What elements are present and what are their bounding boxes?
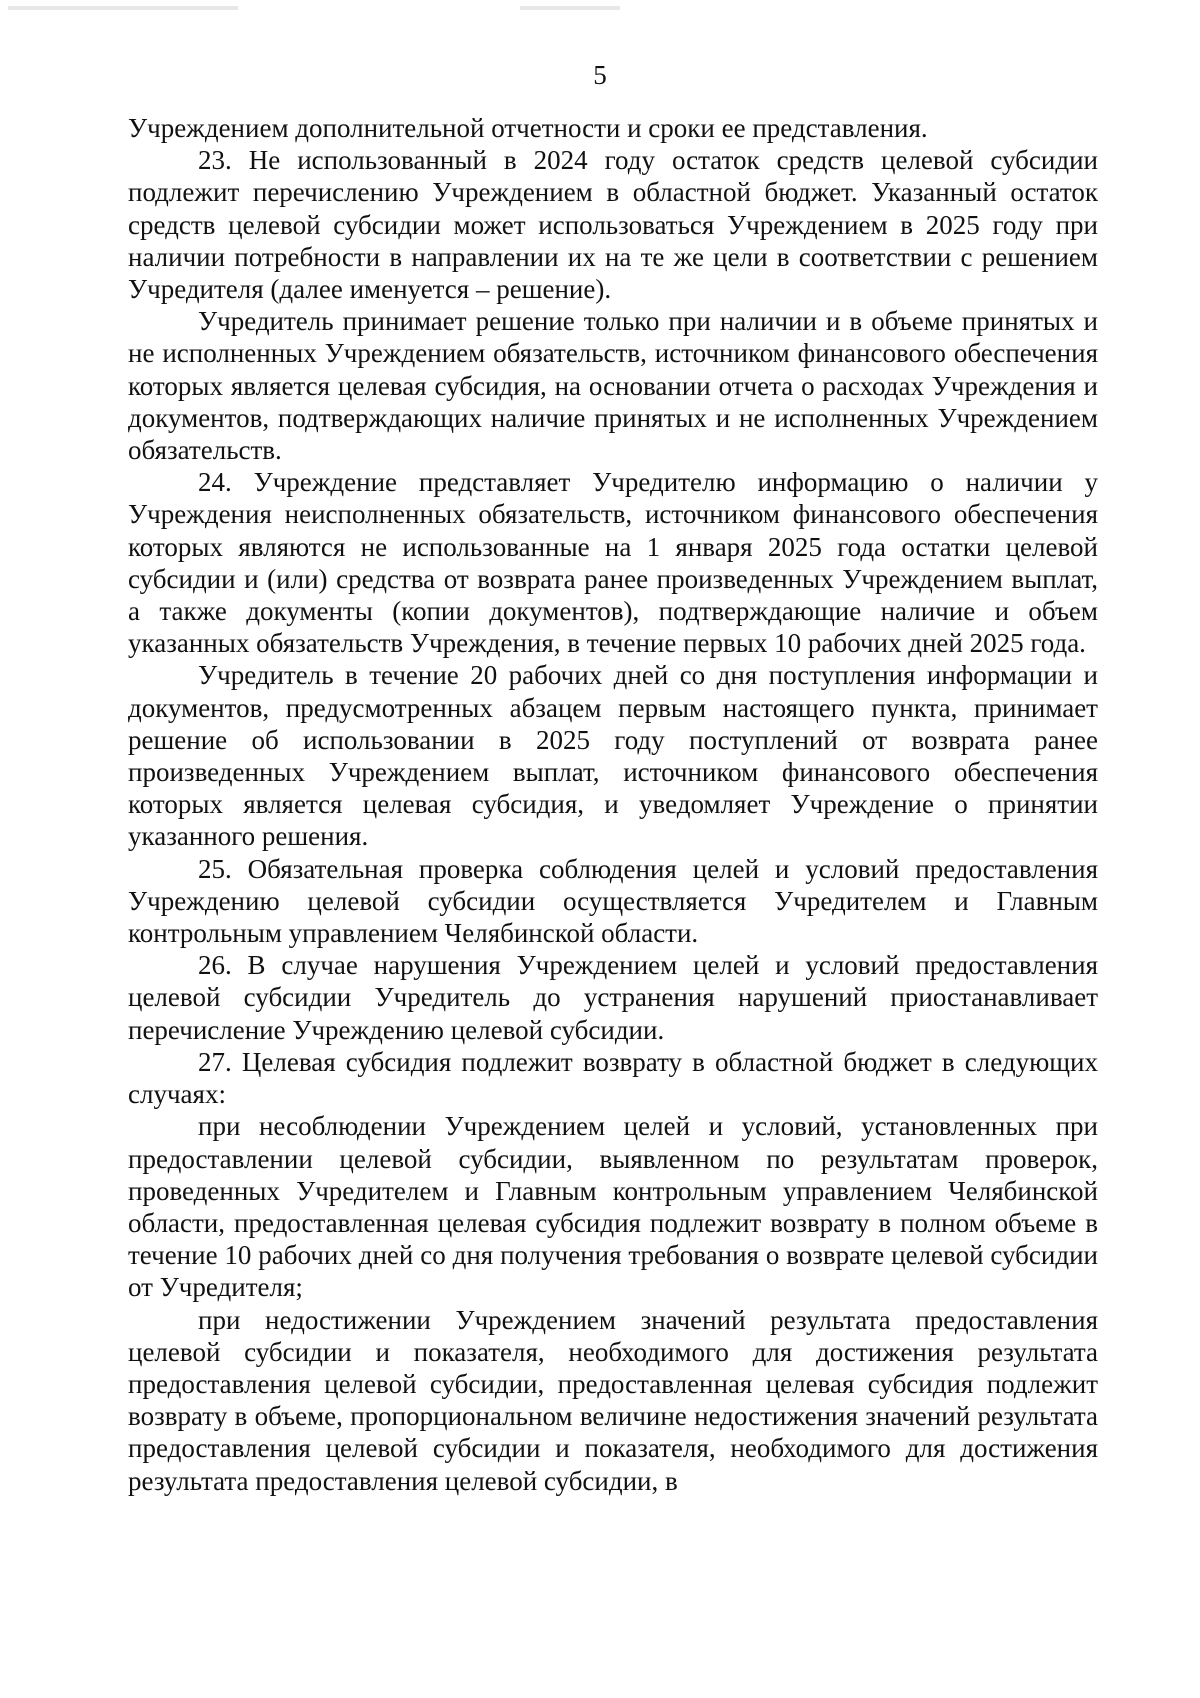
page-number: 5 (593, 60, 607, 90)
paragraph: 27. Целевая субсидия подлежит возврату в областной бюджет в следующих случаях: (128, 1046, 1098, 1110)
scan-artifact (520, 6, 620, 10)
paragraph: Учредитель принимает решение только при наличии и в объеме принятых и не исполненных Учреждением обязательств, источником финансового обеспечения которых является целевая субсидия, на основании отчета о расходах Учреждения и документов, подтверждающих наличие принятых и не исполненных Учреждением обязательств. (128, 306, 1098, 466)
paragraph: Учредитель в течение 20 рабочих дней со дня поступления информации и документов, предусмотренных абзацем первым настоящего пункта, принимает решение об использовании в 2025 году поступлений от возврата ранее произведенных Учреждением выплат, источником финансового обеспечения которых является целевая субсидия, и уведомляет Учреждение о принятии указанного решения. (128, 660, 1098, 852)
paragraph: при недостижении Учреждением значений результата предоставления целевой субсидии и показателя, необходимого для достижения результата предоставления целевой субсидии, предоставленная целевая субсидия подлежит возврату в объеме, пропорциональном величине недостижения значений результата предоставления целевой субсидии и показателя, необходимого для достижения результата предоставления целевой субсидии, в (128, 1304, 1098, 1496)
paragraph: 26. В случае нарушения Учреждением целей и условий предоставления целевой субсидии Учредитель до устранения нарушений приостанавливает перечисление Учреждению целевой субсидии. (128, 950, 1098, 1045)
scan-artifact (8, 6, 238, 10)
paragraph: 25. Обязательная проверка соблюдения целей и условий предоставления Учреждению целевой субсидии осуществляется Учредителем и Главным контрольным управлением Челябинской области. (128, 853, 1098, 949)
paragraph: Учреждением дополнительной отчетности и сроки ее представления. (128, 113, 928, 143)
document-body (128, 112, 1098, 1497)
paragraph: при несоблюдении Учреждением целей и условий, установленных при предоставлении целевой субсидии, выявленном по результатам проверок, проведенных Учредителем и Главным контрольным управлением Челябинской области, предоставленная целевая субсидия подлежит возврату в полном объеме в течение 10 рабочих дней со дня получения требования о возврате целевой субсидии от Учредителя; (128, 1111, 1098, 1303)
paragraph: 24. Учреждение представляет Учредителю информацию о наличии у Учреждения неисполненных обязательств, источником финансового обеспечения которых являются не использованные на 1 января 2025 года остатки целевой субсидии и (или) средства от возврата ранее произведенных Учреждением выплат, а также документы (копии документов), подтверждающие наличие и объем указанных обязательств Учреждения, в течение первых 10 рабочих дней 2025 года. (128, 467, 1098, 659)
paragraph: 23. Не использованный в 2024 году остаток средств целевой субсидии подлежит перечислению Учреждением в областной бюджет. Указанный остаток средств целевой субсидии может использоваться Учреждением в 2025 году при наличии потребности в направлении их на те же цели в соответствии с решением Учредителя (далее именуется – решение). (128, 145, 1098, 305)
